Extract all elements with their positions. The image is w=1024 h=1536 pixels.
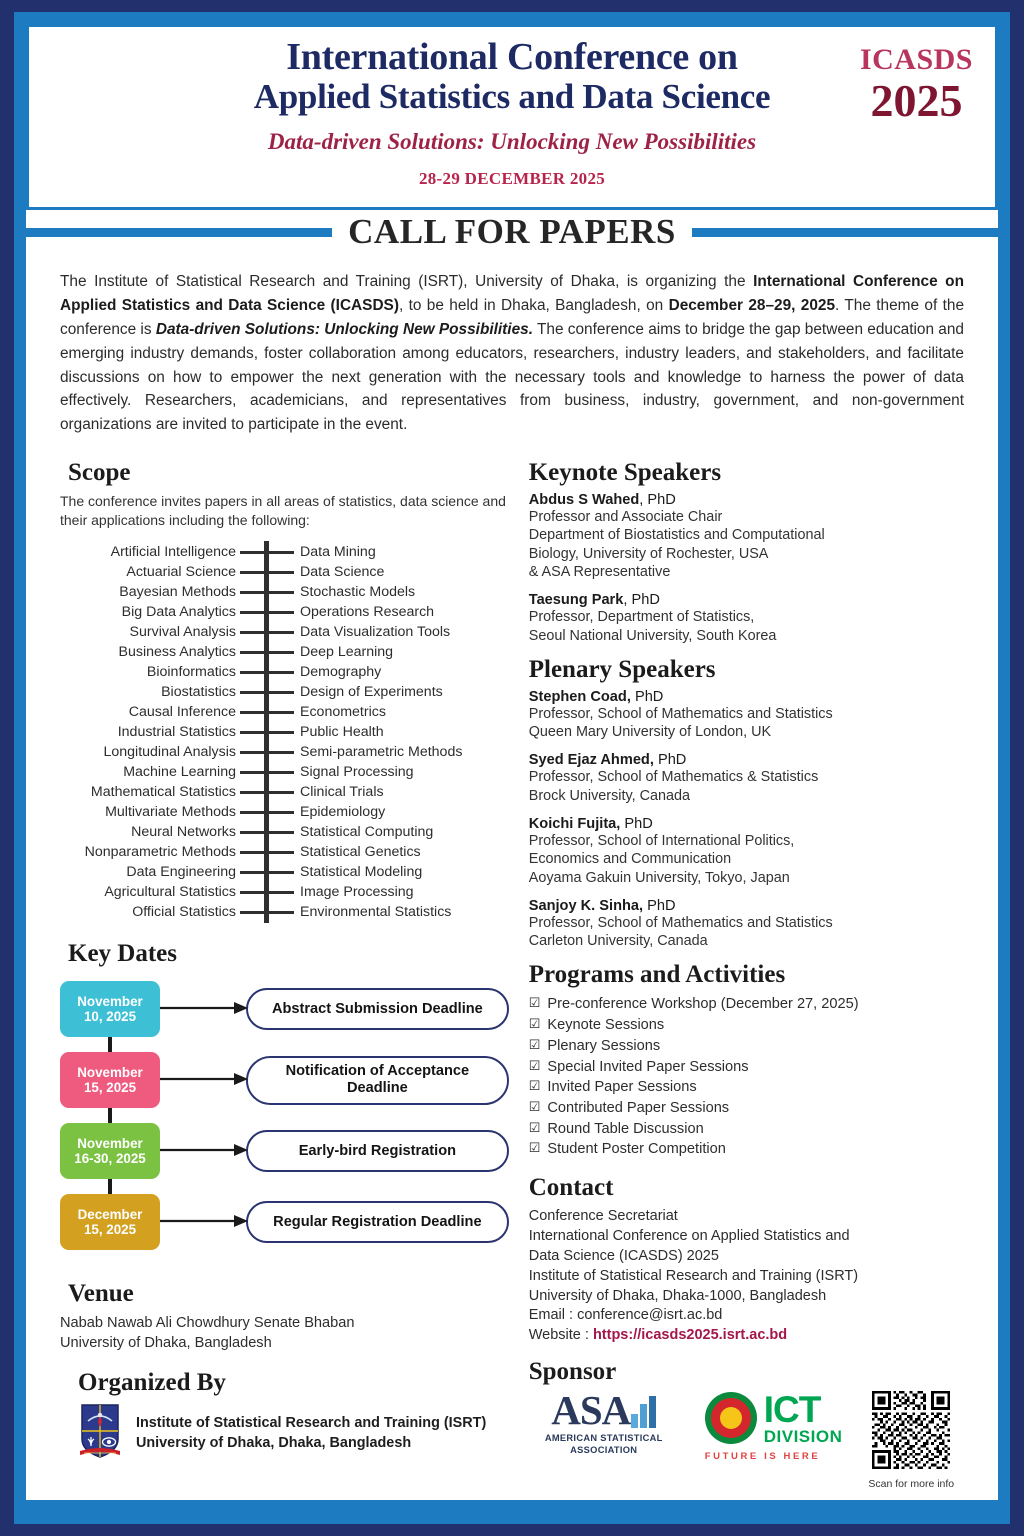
speaker-degree: PhD bbox=[653, 752, 687, 769]
scope-topic-right: Data Science bbox=[300, 563, 385, 580]
scope-ladder-rung-icon bbox=[240, 722, 294, 742]
right-column bbox=[529, 459, 964, 1490]
scope-topic-left: Machine Learning bbox=[123, 763, 236, 780]
checkbox-checked-icon: ☑ bbox=[528, 1057, 541, 1073]
scope-ladder-rung-icon bbox=[240, 662, 294, 682]
contact-line: University of Dhaka, Dhaka-1000, Bangladesh bbox=[528, 1287, 827, 1304]
scope-topic-right: Demography bbox=[300, 663, 382, 680]
scope-topic-left: Industrial Statistics bbox=[117, 723, 236, 740]
scope-ladder-rung-icon bbox=[240, 682, 294, 702]
program-item-label: Keynote Sessions bbox=[547, 1017, 665, 1034]
banner-rule-right bbox=[692, 228, 1010, 237]
scope-row bbox=[60, 742, 509, 762]
scope-row bbox=[60, 722, 509, 742]
icasds-badge bbox=[860, 45, 973, 124]
speaker-name: Abdus S Wahed, PhD bbox=[528, 492, 676, 509]
scope-topic-right: Image Processing bbox=[300, 883, 414, 900]
scope-row bbox=[60, 762, 509, 782]
contact-section bbox=[529, 1174, 964, 1346]
contact-line: Institute of Statistical Research and Training (ISRT) bbox=[528, 1267, 859, 1284]
speaker-affiliation-line: Professor, School of Mathematics and Statistics bbox=[528, 914, 833, 931]
intro-text-4: The conference aims to bridge the gap between education and emerging industry demands, foster collaboration among educators, researchers, industry leaders, and stakeholders, and facilitate discussions on how to empower the next generation with the necessary tools and knowledge to harness the power of data effectively. Researchers, academicians, and representatives from business, industry, government, and non-government organizations are invited to participate in the event. bbox=[60, 320, 964, 434]
program-item-label: Round Table Discussion bbox=[547, 1120, 704, 1137]
contact-line: International Conference on Applied Statistics and bbox=[528, 1227, 850, 1244]
arrow-right-icon bbox=[160, 1070, 246, 1090]
venue-line-1: Nabab Nawab Ali Chowdhury Senate Bhaban bbox=[60, 1314, 355, 1331]
programs-list bbox=[529, 994, 964, 1160]
checkbox-checked-icon: ☑ bbox=[528, 1119, 541, 1135]
bangladesh-govt-seal-icon bbox=[705, 1392, 757, 1444]
scope-ladder-rung-icon bbox=[240, 762, 294, 782]
checkbox-checked-icon: ☑ bbox=[528, 1140, 541, 1156]
scope-topic-right: Signal Processing bbox=[300, 763, 414, 780]
plenary-speakers-list bbox=[529, 689, 964, 951]
organized-by-section bbox=[60, 1369, 509, 1464]
key-date-chip bbox=[60, 981, 160, 1037]
key-dates-timeline bbox=[60, 974, 509, 1258]
scope-topic-left: Survival Analysis bbox=[129, 623, 236, 640]
key-date-chip bbox=[60, 1194, 160, 1250]
ict-logo-row bbox=[705, 1391, 843, 1445]
qr-code-icon[interactable] bbox=[872, 1391, 950, 1469]
scope-topic-left: Nonparametric Methods bbox=[84, 843, 236, 860]
intro-text-3: . The theme of the conference is bbox=[60, 296, 964, 338]
conference-dates: 28-29 DECEMBER 2025 bbox=[418, 168, 606, 188]
venue-heading: Venue bbox=[68, 1279, 134, 1307]
scope-row bbox=[60, 562, 509, 582]
scope-ladder-rung-icon bbox=[240, 782, 294, 802]
scope-lead-text: The conference invites papers in all areas of statistics, data science and their applications including the following: bbox=[60, 493, 506, 529]
key-date-chip bbox=[60, 1123, 160, 1179]
venue-line-2: University of Dhaka, Bangladesh bbox=[60, 1335, 272, 1352]
scope-row bbox=[60, 542, 509, 562]
scope-ladder-rung-icon bbox=[240, 842, 294, 862]
scope-topic-left: Biostatistics bbox=[161, 683, 236, 700]
ict-tagline: FUTURE IS HERE bbox=[704, 1451, 821, 1463]
contact-heading: Contact bbox=[528, 1174, 614, 1202]
speaker-affiliation-line: Professor and Associate Chair bbox=[528, 509, 723, 526]
scope-topic-right: Data Mining bbox=[300, 543, 376, 560]
scope-row bbox=[60, 902, 509, 922]
program-item bbox=[529, 1119, 964, 1140]
speaker-affiliation-line: Department of Biostatistics and Computational bbox=[528, 527, 825, 544]
speaker-degree: PhD bbox=[643, 897, 676, 914]
speaker-name: Stephen Coad, PhD bbox=[528, 688, 664, 705]
keynote-speakers-list bbox=[529, 492, 964, 645]
speaker-affiliation-line: Professor, School of Mathematics and Statistics bbox=[528, 705, 833, 722]
key-date-label: Abstract Submission Deadline bbox=[246, 988, 509, 1030]
speaker-affiliation-line: Professor, Department of Statistics, bbox=[528, 609, 755, 626]
keynote-speakers-heading: Keynote Speakers bbox=[528, 459, 722, 487]
scope-ladder-rung-icon bbox=[240, 582, 294, 602]
scope-topic-right: Statistical Modeling bbox=[300, 863, 423, 880]
scope-topic-left: Official Statistics bbox=[132, 903, 236, 920]
speaker-entry bbox=[529, 816, 964, 887]
scope-topic-right: Public Health bbox=[300, 723, 384, 740]
scope-topic-right: Statistical Computing bbox=[300, 823, 434, 840]
key-date-label: Notification of Acceptance Deadline bbox=[246, 1056, 509, 1105]
scope-topic-left: Data Engineering bbox=[126, 863, 236, 880]
key-date-row bbox=[60, 1045, 509, 1116]
scope-topic-left: Artificial Intelligence bbox=[110, 543, 236, 560]
scope-topic-left: Big Data Analytics bbox=[121, 603, 236, 620]
intro-theme-italic: Data-driven Solutions: Unlocking New Possibilities. bbox=[155, 320, 533, 338]
scope-topic-right: Deep Learning bbox=[300, 643, 394, 660]
checkbox-checked-icon: ☑ bbox=[528, 1078, 541, 1094]
checkbox-checked-icon: ☑ bbox=[528, 1016, 541, 1032]
speaker-entry bbox=[529, 492, 964, 581]
scope-topic-right: Operations Research bbox=[300, 603, 435, 620]
poster-header bbox=[26, 24, 998, 210]
website-label: Website : bbox=[528, 1327, 593, 1344]
call-for-papers-banner bbox=[14, 210, 1010, 254]
poster-body bbox=[26, 258, 998, 1500]
qr-caption: Scan for more info bbox=[868, 1478, 955, 1491]
intro-bold-2: December 28–29, 2025 bbox=[668, 296, 836, 314]
scope-topic-left: Mathematical Statistics bbox=[90, 783, 236, 800]
program-item-label: Pre-conference Workshop (December 27, 2025) bbox=[547, 996, 859, 1013]
speaker-entry bbox=[529, 689, 964, 742]
scope-topic-right: Environmental Statistics bbox=[300, 903, 452, 920]
scope-topic-left: Bioinformatics bbox=[146, 663, 236, 680]
scope-ladder-rung-icon bbox=[240, 622, 294, 642]
scope-ladder-rung-icon bbox=[240, 902, 294, 922]
speaker-name: Taesung Park, PhD bbox=[528, 592, 660, 609]
scope-topic-left: Business Analytics bbox=[118, 643, 236, 660]
key-date-month: November bbox=[77, 993, 143, 1009]
ict-division-label: DIVISION bbox=[763, 1427, 843, 1447]
ict-logo bbox=[705, 1391, 843, 1462]
scope-ladder-rung-icon bbox=[240, 802, 294, 822]
ict-wordmark: ICT bbox=[763, 1389, 821, 1431]
intro-paragraph bbox=[60, 270, 964, 437]
contact-line: Conference Secretariat bbox=[528, 1208, 678, 1225]
scope-topic-left: Actuarial Science bbox=[126, 563, 236, 580]
program-item bbox=[529, 1057, 964, 1078]
asa-subtitle-line2: ASSOCIATION bbox=[570, 1444, 638, 1455]
scope-heading: Scope bbox=[68, 459, 131, 487]
scope-ladder-rung-icon bbox=[240, 822, 294, 842]
scope-topic-left: Bayesian Methods bbox=[119, 583, 236, 600]
key-date-month: November bbox=[77, 1135, 143, 1151]
scope-topic-right: Epidemiology bbox=[300, 803, 386, 820]
scope-topic-right: Statistical Genetics bbox=[300, 843, 421, 860]
key-date-day: 10, 2025 bbox=[83, 1009, 137, 1025]
conference-theme: Data-driven Solutions: Unlocking New Possibilities bbox=[267, 128, 757, 154]
program-item-label: Special Invited Paper Sessions bbox=[547, 1058, 749, 1075]
scope-ladder-rung-icon bbox=[240, 702, 294, 722]
program-item-label: Student Poster Competition bbox=[547, 1141, 726, 1158]
scope-row bbox=[60, 882, 509, 902]
sponsor-section bbox=[529, 1358, 964, 1490]
program-item bbox=[529, 1098, 964, 1119]
speaker-entry bbox=[529, 592, 964, 645]
speaker-degree: PhD bbox=[620, 815, 653, 832]
scope-topic-ladder bbox=[60, 542, 509, 922]
arrow-right-icon bbox=[160, 1212, 246, 1232]
organizer-line-1: Institute of Statistical Research and Training (ISRT) bbox=[136, 1415, 487, 1432]
arrow-right-icon bbox=[160, 999, 246, 1019]
scope-topic-left: Causal Inference bbox=[128, 703, 236, 720]
scope-row bbox=[60, 842, 509, 862]
title-block bbox=[29, 37, 995, 189]
intro-bold-1: International Conference on Applied Statistics and Data Science (ICASDS) bbox=[60, 273, 964, 314]
organizer-row bbox=[78, 1403, 509, 1464]
speaker-affiliation-line: Economics and Communication bbox=[528, 851, 732, 868]
scope-row bbox=[60, 782, 509, 802]
speaker-degree: , PhD bbox=[639, 492, 676, 509]
scope-row bbox=[60, 862, 509, 882]
scope-topic-left: Longitudinal Analysis bbox=[103, 743, 236, 760]
program-item bbox=[529, 1139, 964, 1160]
scope-ladder-rung-icon bbox=[240, 882, 294, 902]
speaker-degree: PhD bbox=[630, 688, 664, 705]
banner-rule-left bbox=[14, 228, 332, 237]
key-date-month: December bbox=[77, 1206, 143, 1222]
scope-topic-right: Econometrics bbox=[300, 703, 386, 720]
contact-line: Email : conference@isrt.ac.bd bbox=[528, 1307, 723, 1324]
scope-topic-right: Semi-parametric Methods bbox=[300, 743, 463, 760]
organized-by-heading: Organized By bbox=[78, 1369, 226, 1397]
scope-row bbox=[60, 582, 509, 602]
speaker-affiliation-line: Aoyama Gakuin University, Tokyo, Japan bbox=[528, 869, 790, 886]
key-date-day: 15, 2025 bbox=[83, 1080, 137, 1096]
website-url[interactable]: https://icasds2025.isrt.ac.bd bbox=[592, 1327, 788, 1344]
scope-ladder-rung-icon bbox=[240, 602, 294, 622]
speaker-name: Sanjoy K. Sinha, PhD bbox=[528, 897, 676, 914]
scope-row bbox=[60, 682, 509, 702]
scope-ladder-rung-icon bbox=[240, 642, 294, 662]
asa-subtitle-line1: AMERICAN STATISTICAL bbox=[544, 1433, 663, 1444]
isrt-crest-icon bbox=[78, 1403, 122, 1464]
conference-title-line2: Applied Statistics and Data Science bbox=[253, 77, 771, 117]
speaker-affiliation-line: Seoul National University, South Korea bbox=[528, 627, 777, 644]
program-item-label: Plenary Sessions bbox=[547, 1037, 661, 1054]
intro-text-2: , to be held in Dhaka, Bangladesh, on bbox=[398, 296, 669, 314]
checkbox-checked-icon: ☑ bbox=[528, 1036, 541, 1052]
call-for-papers-text: CALL FOR PAPERS bbox=[348, 212, 676, 251]
program-item-label: Invited Paper Sessions bbox=[547, 1079, 697, 1096]
checkbox-checked-icon: ☑ bbox=[528, 995, 541, 1011]
scope-ladder-rung-icon bbox=[240, 542, 294, 562]
venue-section bbox=[60, 1280, 509, 1353]
scope-row bbox=[60, 822, 509, 842]
scope-topic-left: Multivariate Methods bbox=[105, 803, 236, 820]
program-item bbox=[529, 994, 964, 1015]
program-item bbox=[529, 1036, 964, 1057]
sponsor-logos bbox=[529, 1387, 964, 1491]
asa-bars-icon bbox=[631, 1396, 656, 1428]
program-item-label: Contributed Paper Sessions bbox=[547, 1099, 730, 1116]
program-item bbox=[529, 1077, 964, 1098]
speaker-entry bbox=[529, 752, 964, 805]
two-column-layout bbox=[60, 459, 964, 1490]
scope-topic-right: Clinical Trials bbox=[300, 783, 384, 800]
speaker-affiliation-line: Queen Mary University of London, UK bbox=[528, 724, 772, 741]
qr-code-block bbox=[868, 1391, 954, 1490]
speaker-affiliation-line: Professor, School of Mathematics & Statistics bbox=[528, 769, 819, 786]
scope-topic-left: Agricultural Statistics bbox=[104, 883, 236, 900]
key-date-month: November bbox=[77, 1064, 143, 1080]
key-date-day: 16-30, 2025 bbox=[74, 1151, 146, 1167]
website-line bbox=[529, 1326, 964, 1346]
sponsor-heading: Sponsor bbox=[528, 1358, 617, 1386]
speaker-affiliation-line: Professor, School of International Politics, bbox=[528, 832, 795, 849]
arrow-right-icon bbox=[160, 1141, 246, 1161]
checkbox-checked-icon: ☑ bbox=[528, 1098, 541, 1114]
key-date-chip bbox=[60, 1052, 160, 1108]
plenary-speakers-heading: Plenary Speakers bbox=[528, 655, 716, 683]
scope-row bbox=[60, 702, 509, 722]
icasds-year: 2025 bbox=[870, 75, 963, 126]
scope-topic-right: Stochastic Models bbox=[300, 583, 416, 600]
speaker-affiliation-line: Carleton University, Canada bbox=[528, 933, 708, 950]
key-dates-heading: Key Dates bbox=[68, 939, 177, 967]
scope-topic-right: Data Visualization Tools bbox=[300, 623, 451, 640]
scope-row bbox=[60, 602, 509, 622]
key-date-row bbox=[60, 1116, 509, 1187]
speaker-entry bbox=[529, 898, 964, 951]
key-date-day: 15, 2025 bbox=[83, 1222, 137, 1238]
asa-subtitle bbox=[529, 1433, 679, 1456]
left-column bbox=[60, 459, 509, 1490]
speaker-degree: , PhD bbox=[623, 592, 660, 609]
scope-ladder-rung-icon bbox=[240, 562, 294, 582]
asa-wordmark: ASA bbox=[551, 1387, 631, 1434]
contact-line: Data Science (ICASDS) 2025 bbox=[528, 1247, 719, 1264]
organizer-text bbox=[136, 1414, 486, 1453]
key-date-label: Early-bird Registration bbox=[246, 1130, 509, 1172]
asa-wordmark-row bbox=[529, 1387, 679, 1434]
key-date-row bbox=[60, 1187, 509, 1258]
asa-logo bbox=[529, 1387, 679, 1456]
intro-text-1: The Institute of Statistical Research and Training (ISRT), University of Dhaka, is organizing the bbox=[60, 273, 754, 290]
scope-row bbox=[60, 642, 509, 662]
program-item bbox=[529, 1015, 964, 1036]
conference-title-line1: International Conference on bbox=[286, 36, 738, 78]
speaker-name: Syed Ejaz Ahmed, PhD bbox=[528, 752, 687, 769]
icasds-acronym: ICASDS bbox=[859, 43, 973, 76]
scope-ladder-rung-icon bbox=[240, 862, 294, 882]
scope-row bbox=[60, 802, 509, 822]
speaker-name: Koichi Fujita, PhD bbox=[528, 815, 653, 832]
key-date-row bbox=[60, 974, 509, 1045]
speaker-affiliation-line: Brock University, Canada bbox=[528, 787, 691, 804]
scope-row bbox=[60, 662, 509, 682]
scope-row bbox=[60, 622, 509, 642]
scope-ladder-rung-icon bbox=[240, 742, 294, 762]
programs-heading: Programs and Activities bbox=[528, 961, 786, 989]
speaker-affiliation-line: Biology, University of Rochester, USA bbox=[528, 545, 769, 562]
organizer-line-2: University of Dhaka, Dhaka, Bangladesh bbox=[136, 1434, 412, 1451]
scope-topic-left: Neural Networks bbox=[131, 823, 236, 840]
scope-topic-right: Design of Experiments bbox=[300, 683, 443, 700]
key-dates-section bbox=[60, 940, 509, 1258]
ict-wordmark-block bbox=[764, 1391, 843, 1445]
contact-lines bbox=[529, 1207, 964, 1326]
speaker-affiliation-line: & ASA Representative bbox=[528, 563, 671, 580]
key-date-label: Regular Registration Deadline bbox=[246, 1201, 509, 1243]
